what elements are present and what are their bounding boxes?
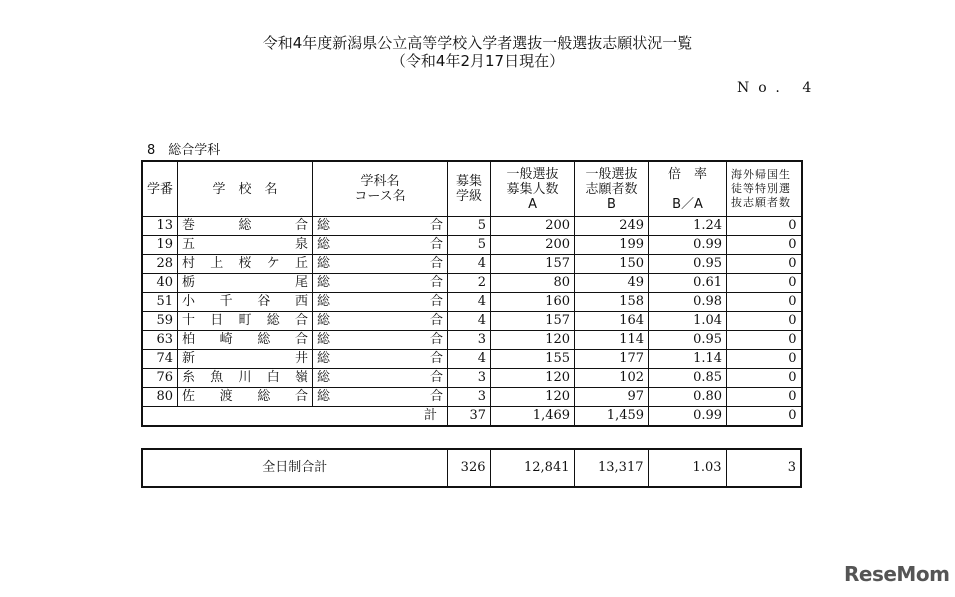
capacity-cell: 157 [491, 312, 575, 331]
department-name: 総 合 [313, 312, 448, 331]
total-label: 計 [142, 407, 448, 427]
ratio-cell: 0.80 [649, 388, 727, 407]
header-classes: 募集 学級 [448, 161, 491, 217]
capacity-cell: 155 [491, 350, 575, 369]
classes-cell: 3 [448, 331, 491, 350]
overseas-cell: 0 [727, 236, 802, 255]
applicants-cell: 102 [575, 369, 649, 388]
overseas-cell: 0 [727, 274, 802, 293]
department-name: 総 合 [313, 388, 448, 407]
school-number: 13 [142, 217, 178, 236]
ratio-cell: 0.95 [649, 255, 727, 274]
grand-total-classes: 326 [447, 449, 490, 487]
school-number: 28 [142, 255, 178, 274]
department-name: 総 合 [313, 350, 448, 369]
overseas-cell: 0 [727, 369, 802, 388]
school-name: 糸 魚 川 白 嶺 [178, 369, 313, 388]
grand-total-row [142, 449, 801, 487]
school-number: 59 [142, 312, 178, 331]
school-number: 51 [142, 293, 178, 312]
school-number: 63 [142, 331, 178, 350]
classes-cell: 3 [448, 388, 491, 407]
table-row [142, 274, 802, 293]
school-number: 40 [142, 274, 178, 293]
grand-total-table [141, 448, 802, 488]
capacity-cell: 200 [491, 236, 575, 255]
department-name: 総 合 [313, 293, 448, 312]
classes-cell: 3 [448, 369, 491, 388]
total-classes: 37 [448, 407, 491, 427]
department-name: 総 合 [313, 274, 448, 293]
ratio-cell: 0.61 [649, 274, 727, 293]
school-name: 佐 渡 総 合 [178, 388, 313, 407]
capacity-cell: 160 [491, 293, 575, 312]
header-overseas: 海外帰国生 徒等特別選 抜志願者数 [727, 161, 802, 217]
grand-total-label: 全日制合計 [142, 449, 447, 487]
applicants-cell: 49 [575, 274, 649, 293]
department-name: 総 合 [313, 369, 448, 388]
school-name: 新 井 [178, 350, 313, 369]
header-dept: 学科名 コース名 [313, 161, 448, 217]
school-name: 五 泉 [178, 236, 313, 255]
header-ratio: 倍 率 B／A [649, 161, 727, 217]
applicants-cell: 249 [575, 217, 649, 236]
overseas-cell: 0 [727, 388, 802, 407]
school-number: 19 [142, 236, 178, 255]
grand-total-overseas: 3 [726, 449, 801, 487]
school-name: 十 日 町 総 合 [178, 312, 313, 331]
ratio-cell: 0.95 [649, 331, 727, 350]
school-name: 巻 総 合 [178, 217, 313, 236]
header-capacity: 一般選抜 募集人数 A [491, 161, 575, 217]
table-row [142, 350, 802, 369]
school-number: 80 [142, 388, 178, 407]
department-name: 総 合 [313, 255, 448, 274]
school-name: 栃 尾 [178, 274, 313, 293]
section-heading: 8 総合学科 [147, 143, 221, 158]
document-title: 令和4年度新潟県公立高等学校入学者選抜一般選抜志願状況一覧 [262, 34, 693, 52]
department-name: 総 合 [313, 331, 448, 350]
table-row [142, 312, 802, 331]
document-subtitle: （令和4年2月17日現在） [390, 52, 565, 70]
applicants-cell: 164 [575, 312, 649, 331]
overseas-cell: 0 [727, 217, 802, 236]
ratio-cell: 1.14 [649, 350, 727, 369]
ratio-cell: 1.24 [649, 217, 727, 236]
classes-cell: 4 [448, 350, 491, 369]
capacity-cell: 157 [491, 255, 575, 274]
table-row [142, 331, 802, 350]
table-row [142, 236, 802, 255]
table-header-row [142, 161, 802, 217]
page-number: No. 4 [737, 80, 821, 96]
applicants-cell: 97 [575, 388, 649, 407]
total-capacity: 1,469 [491, 407, 575, 427]
table-row [142, 293, 802, 312]
total-row [142, 407, 802, 427]
school-name: 小 千 谷 西 [178, 293, 313, 312]
overseas-cell: 0 [727, 255, 802, 274]
total-overseas: 0 [727, 407, 802, 427]
applicants-cell: 114 [575, 331, 649, 350]
applicants-cell: 177 [575, 350, 649, 369]
ratio-cell: 0.98 [649, 293, 727, 312]
classes-cell: 5 [448, 217, 491, 236]
capacity-cell: 80 [491, 274, 575, 293]
ratio-cell: 0.99 [649, 236, 727, 255]
department-name: 総 合 [313, 236, 448, 255]
resemom-logo: ReseMom [844, 562, 950, 586]
overseas-cell: 0 [727, 293, 802, 312]
header-num: 学番 [142, 161, 178, 217]
table-row [142, 369, 802, 388]
applicants-cell: 150 [575, 255, 649, 274]
grand-total-ratio: 1.03 [648, 449, 726, 487]
table-row [142, 255, 802, 274]
ratio-cell: 0.85 [649, 369, 727, 388]
school-number: 74 [142, 350, 178, 369]
classes-cell: 5 [448, 236, 491, 255]
applicants-cell: 199 [575, 236, 649, 255]
classes-cell: 4 [448, 255, 491, 274]
capacity-cell: 200 [491, 217, 575, 236]
grand-total-capacity: 12,841 [490, 449, 574, 487]
header-school: 学 校 名 [178, 161, 313, 217]
department-name: 総 合 [313, 217, 448, 236]
overseas-cell: 0 [727, 350, 802, 369]
school-number: 76 [142, 369, 178, 388]
total-ratio: 0.99 [649, 407, 727, 427]
overseas-cell: 0 [727, 312, 802, 331]
school-name: 柏 崎 総 合 [178, 331, 313, 350]
total-applicants: 1,459 [575, 407, 649, 427]
classes-cell: 4 [448, 312, 491, 331]
ratio-cell: 1.04 [649, 312, 727, 331]
applications-table [141, 160, 803, 427]
header-applicants: 一般選抜 志願者数 B [575, 161, 649, 217]
school-name: 村 上 桜 ケ 丘 [178, 255, 313, 274]
capacity-cell: 120 [491, 331, 575, 350]
table-row [142, 217, 802, 236]
capacity-cell: 120 [491, 369, 575, 388]
table-row [142, 388, 802, 407]
applicants-cell: 158 [575, 293, 649, 312]
capacity-cell: 120 [491, 388, 575, 407]
grand-total-applicants: 13,317 [574, 449, 648, 487]
overseas-cell: 0 [727, 331, 802, 350]
classes-cell: 2 [448, 274, 491, 293]
classes-cell: 4 [448, 293, 491, 312]
